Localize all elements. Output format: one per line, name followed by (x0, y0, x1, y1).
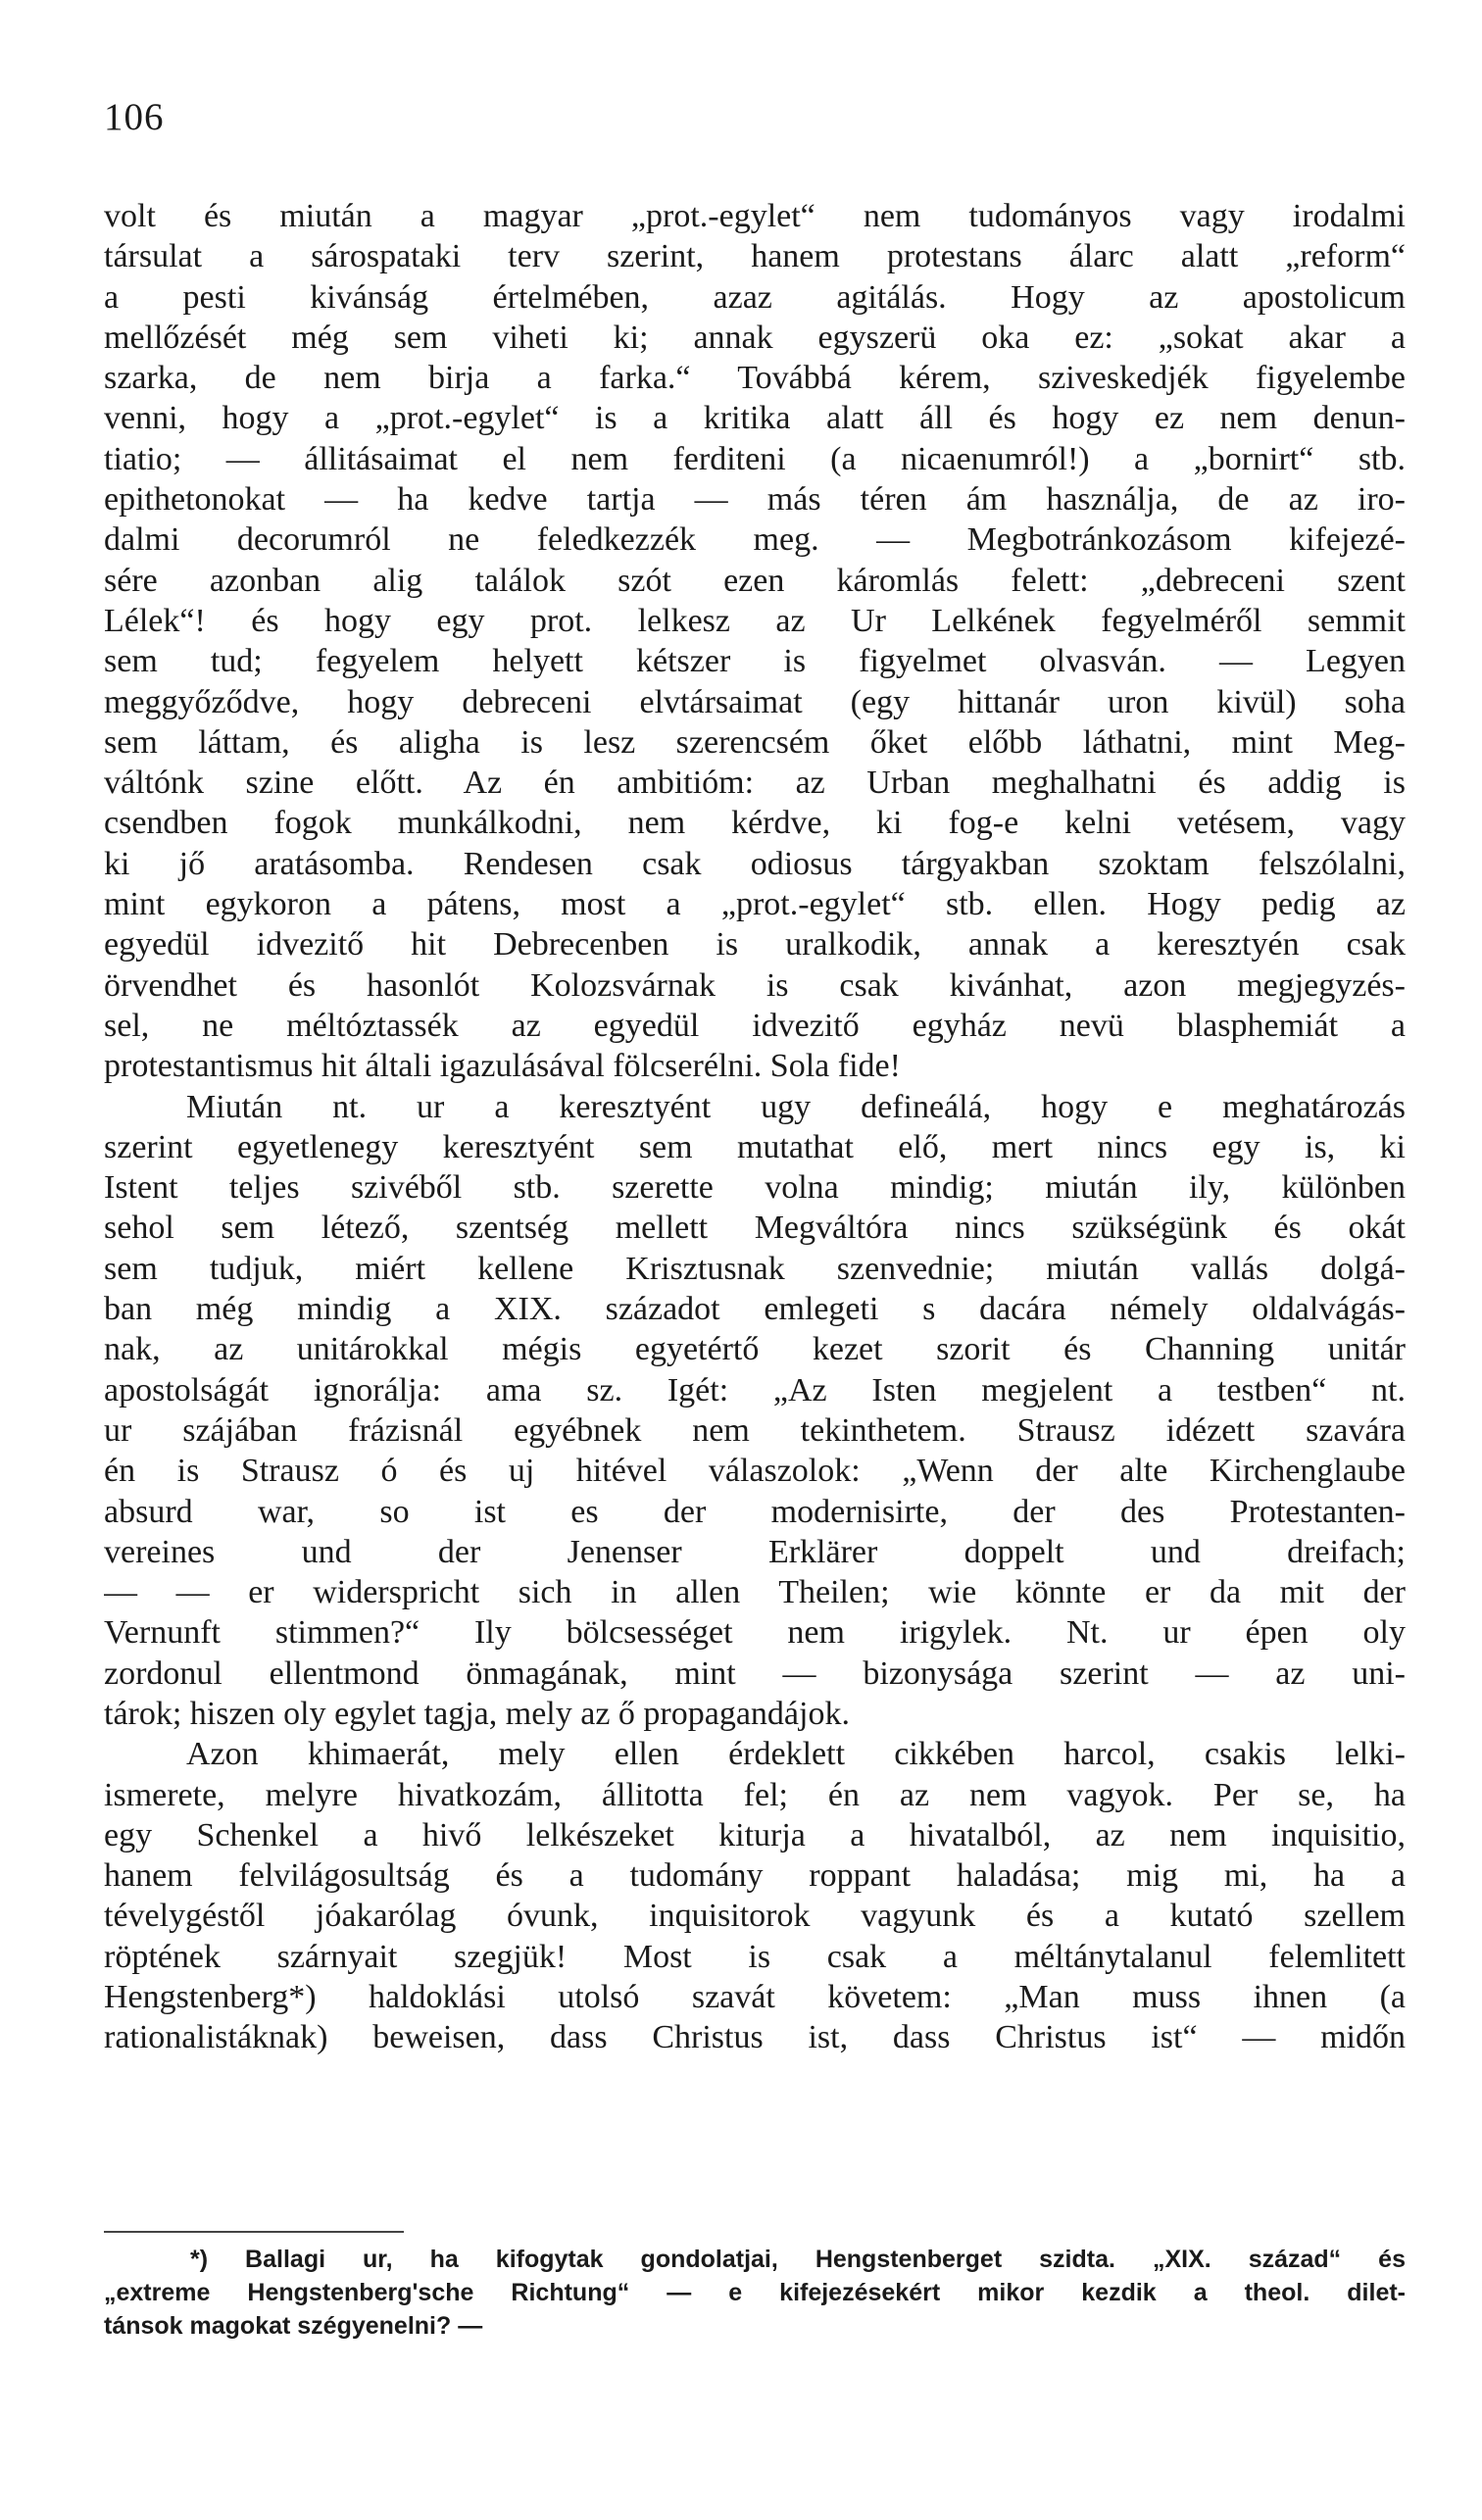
text-line: ban még mindig a XIX. századot emlegeti s dacára némely oldalvágás- (104, 1291, 1406, 1328)
text-line: sem tudjuk, miért kellene Krisztusnak szenvednie; miután vallás dolgá- (104, 1250, 1406, 1287)
footnote-line: „extreme Hengstenberg'sche Richtung“ — e kifejezésekért mikor kezdik a theol. dilet- (104, 2279, 1406, 2306)
text-line: sem tud; fegyelem helyett kétszer is figyelmet olvasván. — Legyen (104, 643, 1406, 680)
text-line: egy Schenkel a hivő lelkészeket kiturja a hivatalból, az nem inquisitio, (104, 1816, 1406, 1853)
footnote-line: tánsok magokat szégyenelni? — (104, 2312, 483, 2340)
text-line: mellőzését még sem viheti ki; annak egyszerü oka ez: „sokat akar a (104, 319, 1406, 356)
text-line: szerint egyetlenegy keresztyént sem mutathat elő, mert nincs egy is, ki (104, 1128, 1406, 1165)
text-line: — — er widerspricht sich in allen Theilen; wie könnte er da mit der (104, 1574, 1406, 1611)
text-line: örvendhet és hasonlót Kolozsvárnak is csak kivánhat, azon megjegyzés- (104, 966, 1406, 1004)
text-line: társulat a sárospataki terv szerint, hanem protestans álarc alatt „reform“ (104, 238, 1406, 275)
text-line: rationalistáknak) beweisen, dass Christus ist, dass Christus ist“ — midőn (104, 2019, 1406, 2056)
page-number: 106 (104, 96, 165, 138)
text-line: apostolságát ignorálja: ama sz. Igét: „Az Isten megjelent a testben“ nt. (104, 1371, 1406, 1408)
text-line: szarka, de nem birja a farka.“ Továbbá kérem, sziveskedjék figyelembe (104, 360, 1406, 397)
text-line: sel, ne méltóztassék az egyedül idvezitő egyház nevü blasphemiát a (104, 1007, 1406, 1044)
body-text (104, 196, 1406, 2058)
text-line: ur szájában frázisnál egyébnek nem tekinthetem. Strausz idézett szavára (104, 1411, 1406, 1449)
text-line: protestantismus hit általi igazulásával fölcserélni. Sola fide! (104, 1048, 901, 1085)
text-line: tárok; hiszen oly egylet tagja, mely az ő propagandájok. (104, 1695, 850, 1732)
text-line: Azon khimaerát, mely ellen érdeklett cikkében harcol, csakis lelki- (186, 1736, 1406, 1773)
text-line: meggyőződve, hogy debreceni elvtársaimat (egy hittanár uron kivül) soha (104, 683, 1406, 720)
text-line: vereines und der Jenenser Erklärer doppelt und dreifach; (104, 1533, 1406, 1570)
text-line: Vernunft stimmen?“ Ily bölcsességet nem irigylek. Nt. ur épen oly (104, 1614, 1406, 1652)
text-line: venni, hogy a „prot.-egylet“ is a kritika alatt áll és hogy ez nem denun- (104, 400, 1406, 437)
text-line: sehol sem létező, szentség mellett Megváltóra nincs szükségünk és okát (104, 1210, 1406, 1247)
text-line: epithetonokat — ha kedve tartja — más téren ám használja, de az iro- (104, 481, 1406, 519)
text-line: váltónk szine előtt. Az én ambitióm: az Urban meghalhatni és addig is (104, 765, 1406, 802)
text-line: csendben fogok munkálkodni, nem kérdve, ki fog-e kelni vetésem, vagy (104, 805, 1406, 842)
text-line: egyedül idvezitő hit Debrecenben is uralkodik, annak a keresztyén csak (104, 926, 1406, 964)
footnote (104, 2243, 1406, 2343)
text-line: a pesti kivánság értelmében, azaz agitálás. Hogy az apostolicum (104, 278, 1406, 316)
text-line: tévelygéstől jóakarólag óvunk, inquisitorok vagyunk és a kutató szellem (104, 1898, 1406, 1935)
text-line: sére azonban alig találok szót ezen káromlás felett: „debreceni szent (104, 562, 1406, 599)
text-line: ki jő aratásomba. Rendesen csak odiosus tárgyakban szoktam felszólalni, (104, 845, 1406, 882)
text-line: hanem felvilágosultság és a tudomány roppant haladása; mig mi, ha a (104, 1857, 1406, 1895)
text-line: sem láttam, és aligha is lesz szerencsém őket előbb láthatni, mint Meg- (104, 723, 1406, 761)
text-line: én is Strausz ó és uj hitével válaszolok: „Wenn der alte Kirchenglaube (104, 1453, 1406, 1490)
text-line: absurd war, so ist es der modernisirte, der des Protestanten- (104, 1493, 1406, 1530)
text-line: dalmi decorumról ne feledkezzék meg. — Megbotránkozásom kifejezé- (104, 521, 1406, 559)
text-line: ismerete, melyre hivatkozám, állitotta fel; én az nem vagyok. Per se, ha (104, 1776, 1406, 1813)
footnote-divider (104, 2231, 404, 2233)
text-line: Hengstenberg*) haldoklási utolsó szavát követem: „Man muss ihnen (a (104, 1979, 1406, 2016)
text-line: röptének szárnyait szegjük! Most is csak a méltánytalanul felemlitett (104, 1938, 1406, 1975)
text-line: Miután nt. ur a keresztyént ugy defineálá, hogy e meghatározás (186, 1088, 1406, 1125)
text-line: nak, az unitárokkal mégis egyetértő kezet szorit és Channing unitár (104, 1331, 1406, 1368)
text-line: Lélek“! és hogy egy prot. lelkesz az Ur Lelkének fegyelméről semmit (104, 602, 1406, 639)
text-line: zordonul ellentmond önmagának, mint — bizonysága szerint — az uni- (104, 1655, 1406, 1692)
text-line: mint egykoron a pátens, most a „prot.-egylet“ stb. ellen. Hogy pedig az (104, 886, 1406, 923)
text-line: tiatio; — állitásaimat el nem ferditeni (a nicaenumról!) a „bornirt“ stb. (104, 440, 1406, 477)
text-line: Istent teljes szivéből stb. szerette volna mindig; miután ily, különben (104, 1169, 1406, 1207)
footnote-line: *) Ballagi ur, ha kifogytak gondolatjai, Hengstenberget szidta. „XIX. század“ és (190, 2246, 1406, 2273)
text-line: volt és miután a magyar „prot.-egylet“ nem tudományos vagy irodalmi (104, 198, 1406, 234)
